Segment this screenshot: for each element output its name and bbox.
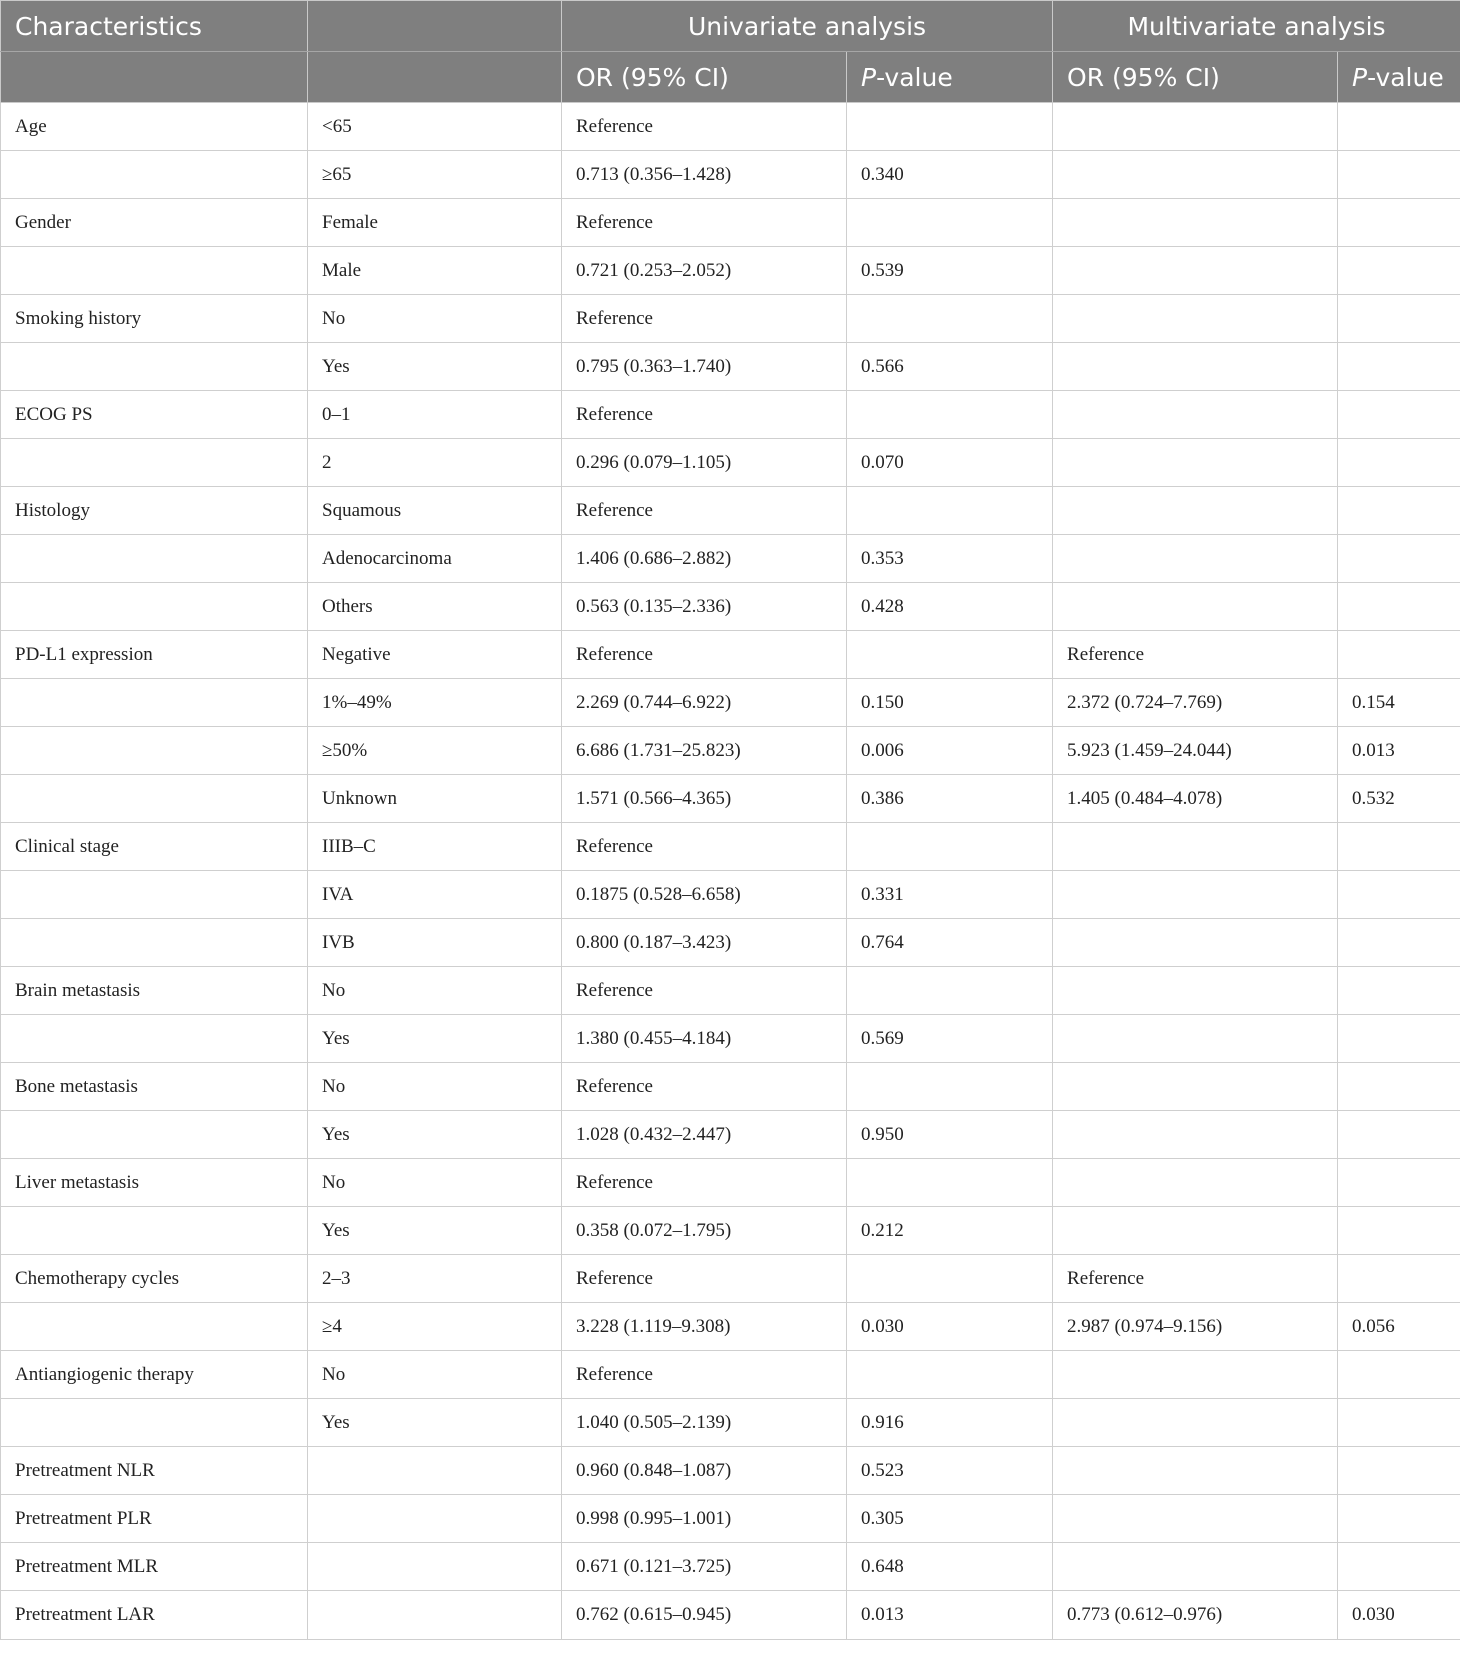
cell-multivariate-p	[1338, 103, 1460, 151]
cell-multivariate-or	[1053, 1447, 1338, 1495]
table-row	[1, 343, 1460, 391]
cell-multivariate-or	[1053, 247, 1338, 295]
table-row	[1, 679, 1460, 727]
cell-multivariate-p	[1338, 535, 1460, 583]
cell-univariate-or: 6.686 (1.731–25.823)	[562, 727, 847, 775]
cell-category: ≥50%	[308, 727, 562, 775]
cell-category: <65	[308, 103, 562, 151]
cell-multivariate-or	[1053, 343, 1338, 391]
cell-univariate-p	[847, 295, 1053, 343]
table-row	[1, 391, 1460, 439]
cell-multivariate-or: Reference	[1053, 1255, 1338, 1303]
cell-multivariate-or	[1053, 583, 1338, 631]
table-row	[1, 583, 1460, 631]
cell-univariate-p: 0.569	[847, 1015, 1053, 1063]
cell-multivariate-p: 0.030	[1338, 1591, 1460, 1640]
cell-multivariate-or	[1053, 1495, 1338, 1543]
header-uni-or: OR (95% CI)	[562, 52, 847, 103]
cell-multivariate-or	[1053, 151, 1338, 199]
cell-multivariate-or	[1053, 439, 1338, 487]
cell-univariate-p	[847, 1351, 1053, 1399]
cell-univariate-or: 0.1875 (0.528–6.658)	[562, 871, 847, 919]
cell-univariate-p: 0.386	[847, 775, 1053, 823]
cell-univariate-or: Reference	[562, 1159, 847, 1207]
cell-univariate-p	[847, 487, 1053, 535]
cell-univariate-p	[847, 1255, 1053, 1303]
cell-category: IVA	[308, 871, 562, 919]
cell-univariate-p: 0.539	[847, 247, 1053, 295]
cell-multivariate-p	[1338, 1111, 1460, 1159]
cell-category: No	[308, 1063, 562, 1111]
cell-multivariate-or	[1053, 871, 1338, 919]
cell-multivariate-or	[1053, 967, 1338, 1015]
cell-univariate-or: 2.269 (0.744–6.922)	[562, 679, 847, 727]
cell-univariate-p	[847, 1063, 1053, 1111]
cell-multivariate-or	[1053, 1015, 1338, 1063]
cell-multivariate-p	[1338, 631, 1460, 679]
cell-category: 1%–49%	[308, 679, 562, 727]
cell-multivariate-p: 0.056	[1338, 1303, 1460, 1351]
cell-univariate-or: 0.998 (0.995–1.001)	[562, 1495, 847, 1543]
cell-category: Yes	[308, 1111, 562, 1159]
cell-characteristic	[1, 439, 308, 487]
table-row	[1, 1495, 1460, 1543]
table-row	[1, 151, 1460, 199]
cell-multivariate-or	[1053, 103, 1338, 151]
cell-characteristic: Smoking history	[1, 295, 308, 343]
cell-multivariate-or	[1053, 391, 1338, 439]
cell-characteristic: Antiangiogenic therapy	[1, 1351, 308, 1399]
cell-multivariate-or: Reference	[1053, 631, 1338, 679]
table-row	[1, 919, 1460, 967]
cell-characteristic: Chemotherapy cycles	[1, 1255, 308, 1303]
cell-multivariate-or	[1053, 1399, 1338, 1447]
table-row	[1, 103, 1460, 151]
table-row	[1, 1543, 1460, 1591]
cell-characteristic	[1, 871, 308, 919]
table-row	[1, 775, 1460, 823]
cell-multivariate-or: 1.405 (0.484–4.078)	[1053, 775, 1338, 823]
cell-multivariate-or: 2.372 (0.724–7.769)	[1053, 679, 1338, 727]
cell-multivariate-p	[1338, 1447, 1460, 1495]
table-row	[1, 1015, 1460, 1063]
cell-multivariate-p	[1338, 391, 1460, 439]
cell-category	[308, 1543, 562, 1591]
cell-characteristic: PD-L1 expression	[1, 631, 308, 679]
cell-univariate-or: 0.671 (0.121–3.725)	[562, 1543, 847, 1591]
cell-univariate-p: 0.331	[847, 871, 1053, 919]
cell-category	[308, 1495, 562, 1543]
cell-multivariate-p	[1338, 295, 1460, 343]
cell-category: Yes	[308, 343, 562, 391]
table-row	[1, 1399, 1460, 1447]
cell-characteristic	[1, 1111, 308, 1159]
cell-univariate-or: 1.571 (0.566–4.365)	[562, 775, 847, 823]
cell-univariate-p	[847, 391, 1053, 439]
cell-multivariate-p	[1338, 1495, 1460, 1543]
cell-characteristic: Pretreatment MLR	[1, 1543, 308, 1591]
cell-characteristic	[1, 583, 308, 631]
cell-multivariate-p: 0.532	[1338, 775, 1460, 823]
cell-characteristic	[1, 679, 308, 727]
cell-univariate-or: Reference	[562, 631, 847, 679]
table-row	[1, 199, 1460, 247]
cell-multivariate-or: 5.923 (1.459–24.044)	[1053, 727, 1338, 775]
cell-univariate-or: 0.800 (0.187–3.423)	[562, 919, 847, 967]
cell-univariate-or: Reference	[562, 1255, 847, 1303]
cell-category: 0–1	[308, 391, 562, 439]
cell-characteristic	[1, 727, 308, 775]
cell-characteristic	[1, 151, 308, 199]
cell-univariate-p	[847, 1159, 1053, 1207]
cell-multivariate-or	[1053, 1111, 1338, 1159]
cell-multivariate-or	[1053, 1207, 1338, 1255]
cell-univariate-p: 0.566	[847, 343, 1053, 391]
cell-univariate-or: 0.563 (0.135–2.336)	[562, 583, 847, 631]
cell-multivariate-p	[1338, 343, 1460, 391]
cell-univariate-p: 0.070	[847, 439, 1053, 487]
cell-category: Squamous	[308, 487, 562, 535]
header-univariate: Univariate analysis	[562, 1, 1053, 52]
table-row	[1, 967, 1460, 1015]
table-row	[1, 1591, 1460, 1640]
cell-category: No	[308, 1351, 562, 1399]
cell-multivariate-p	[1338, 871, 1460, 919]
cell-characteristic	[1, 775, 308, 823]
cell-multivariate-or: 0.773 (0.612–0.976)	[1053, 1591, 1338, 1640]
cell-characteristic: Pretreatment PLR	[1, 1495, 308, 1543]
cell-multivariate-p	[1338, 1543, 1460, 1591]
cell-univariate-or: 0.358 (0.072–1.795)	[562, 1207, 847, 1255]
cell-multivariate-p	[1338, 439, 1460, 487]
cell-multivariate-p	[1338, 1351, 1460, 1399]
cell-multivariate-p: 0.013	[1338, 727, 1460, 775]
cell-characteristic: Pretreatment NLR	[1, 1447, 308, 1495]
cell-characteristic: Pretreatment LAR	[1, 1591, 308, 1640]
cell-univariate-p: 0.428	[847, 583, 1053, 631]
table-row	[1, 727, 1460, 775]
cell-univariate-or: 0.960 (0.848–1.087)	[562, 1447, 847, 1495]
cell-multivariate-or	[1053, 919, 1338, 967]
cell-category: 2	[308, 439, 562, 487]
header-row-groups	[1, 1, 1460, 52]
header-uni-p	[847, 52, 1053, 103]
cell-univariate-p	[847, 199, 1053, 247]
cell-univariate-p	[847, 823, 1053, 871]
cell-multivariate-or	[1053, 1159, 1338, 1207]
table-row	[1, 1255, 1460, 1303]
header-multi-p	[1338, 52, 1460, 103]
cell-univariate-p: 0.523	[847, 1447, 1053, 1495]
cell-univariate-p: 0.013	[847, 1591, 1053, 1640]
cell-multivariate-p	[1338, 1399, 1460, 1447]
header-characteristics: Characteristics	[1, 1, 308, 52]
header-row-subcolumns	[1, 52, 1460, 103]
table-row	[1, 295, 1460, 343]
table-body	[1, 103, 1460, 1640]
p-italic: P	[861, 62, 877, 92]
cell-category: Others	[308, 583, 562, 631]
cell-univariate-p: 0.340	[847, 151, 1053, 199]
cell-univariate-or: 1.406 (0.686–2.882)	[562, 535, 847, 583]
cell-multivariate-p	[1338, 1159, 1460, 1207]
cell-characteristic	[1, 247, 308, 295]
table-row	[1, 1303, 1460, 1351]
cell-category: 2–3	[308, 1255, 562, 1303]
cell-category	[308, 1591, 562, 1640]
cell-multivariate-or	[1053, 535, 1338, 583]
header-category-blank	[308, 1, 562, 52]
cell-multivariate-p	[1338, 151, 1460, 199]
cell-multivariate-or	[1053, 1543, 1338, 1591]
cell-multivariate-or	[1053, 1351, 1338, 1399]
cell-univariate-p: 0.950	[847, 1111, 1053, 1159]
p-italic: P	[1352, 62, 1368, 92]
cell-univariate-or: Reference	[562, 487, 847, 535]
table-row	[1, 1111, 1460, 1159]
p-suffix: -value	[1367, 62, 1444, 92]
cell-multivariate-p	[1338, 1063, 1460, 1111]
cell-multivariate-p	[1338, 583, 1460, 631]
cell-category: Yes	[308, 1399, 562, 1447]
cell-univariate-or: Reference	[562, 1351, 847, 1399]
header-blank-2	[308, 52, 562, 103]
cell-category: Adenocarcinoma	[308, 535, 562, 583]
cell-characteristic: Bone metastasis	[1, 1063, 308, 1111]
cell-univariate-p: 0.212	[847, 1207, 1053, 1255]
table-row	[1, 1063, 1460, 1111]
cell-characteristic: Liver metastasis	[1, 1159, 308, 1207]
cell-multivariate-p	[1338, 199, 1460, 247]
cell-category: Male	[308, 247, 562, 295]
cell-univariate-or: Reference	[562, 295, 847, 343]
cell-category: Negative	[308, 631, 562, 679]
p-suffix: -value	[876, 62, 953, 92]
cell-univariate-p: 0.030	[847, 1303, 1053, 1351]
cell-category: Yes	[308, 1207, 562, 1255]
cell-univariate-or: 1.028 (0.432–2.447)	[562, 1111, 847, 1159]
table-row	[1, 487, 1460, 535]
cell-characteristic: Brain metastasis	[1, 967, 308, 1015]
cell-characteristic	[1, 1207, 308, 1255]
cell-characteristic	[1, 343, 308, 391]
cell-category: ≥4	[308, 1303, 562, 1351]
cell-multivariate-p: 0.154	[1338, 679, 1460, 727]
table-row	[1, 1351, 1460, 1399]
cell-univariate-or: Reference	[562, 199, 847, 247]
cell-multivariate-or: 2.987 (0.974–9.156)	[1053, 1303, 1338, 1351]
cell-category: Female	[308, 199, 562, 247]
cell-univariate-or: Reference	[562, 967, 847, 1015]
cell-univariate-or: Reference	[562, 103, 847, 151]
cell-category: ≥65	[308, 151, 562, 199]
cell-univariate-or: 1.380 (0.455–4.184)	[562, 1015, 847, 1063]
cell-multivariate-p	[1338, 823, 1460, 871]
cell-characteristic: Histology	[1, 487, 308, 535]
header-multi-or: OR (95% CI)	[1053, 52, 1338, 103]
cell-characteristic: ECOG PS	[1, 391, 308, 439]
cell-characteristic: Gender	[1, 199, 308, 247]
cell-univariate-p: 0.648	[847, 1543, 1053, 1591]
cell-characteristic	[1, 1399, 308, 1447]
cell-univariate-p: 0.305	[847, 1495, 1053, 1543]
cell-multivariate-p	[1338, 1255, 1460, 1303]
table-row	[1, 247, 1460, 295]
cell-multivariate-p	[1338, 1207, 1460, 1255]
cell-univariate-or: Reference	[562, 1063, 847, 1111]
header-blank-1	[1, 52, 308, 103]
cell-univariate-or: 3.228 (1.119–9.308)	[562, 1303, 847, 1351]
cell-univariate-p: 0.150	[847, 679, 1053, 727]
cell-univariate-p: 0.764	[847, 919, 1053, 967]
table-row	[1, 1207, 1460, 1255]
cell-multivariate-or	[1053, 199, 1338, 247]
cell-multivariate-or	[1053, 823, 1338, 871]
cell-univariate-or: 1.040 (0.505–2.139)	[562, 1399, 847, 1447]
cell-category: No	[308, 295, 562, 343]
cell-univariate-or: 0.795 (0.363–1.740)	[562, 343, 847, 391]
cell-univariate-p: 0.353	[847, 535, 1053, 583]
header-multivariate: Multivariate analysis	[1053, 1, 1460, 52]
cell-multivariate-p	[1338, 487, 1460, 535]
cell-characteristic	[1, 1303, 308, 1351]
table-row	[1, 1447, 1460, 1495]
table-row	[1, 823, 1460, 871]
cell-univariate-p: 0.006	[847, 727, 1053, 775]
cell-category: Yes	[308, 1015, 562, 1063]
cell-characteristic	[1, 1015, 308, 1063]
table-header	[1, 1, 1460, 103]
cell-multivariate-p	[1338, 247, 1460, 295]
cell-univariate-or: Reference	[562, 823, 847, 871]
table-row	[1, 1159, 1460, 1207]
cell-characteristic	[1, 535, 308, 583]
cell-univariate-or: 0.296 (0.079–1.105)	[562, 439, 847, 487]
cell-category: IVB	[308, 919, 562, 967]
table-row	[1, 871, 1460, 919]
cell-multivariate-p	[1338, 1015, 1460, 1063]
cell-multivariate-p	[1338, 967, 1460, 1015]
cell-univariate-or: 0.762 (0.615–0.945)	[562, 1591, 847, 1640]
cell-multivariate-or	[1053, 487, 1338, 535]
cell-characteristic: Clinical stage	[1, 823, 308, 871]
cell-univariate-or: Reference	[562, 391, 847, 439]
cell-category: IIIB–C	[308, 823, 562, 871]
cell-univariate-p	[847, 967, 1053, 1015]
cell-multivariate-p	[1338, 919, 1460, 967]
cell-category	[308, 1447, 562, 1495]
table-row	[1, 535, 1460, 583]
cell-multivariate-or	[1053, 295, 1338, 343]
cell-univariate-or: 0.721 (0.253–2.052)	[562, 247, 847, 295]
cell-characteristic	[1, 919, 308, 967]
table-row	[1, 439, 1460, 487]
cell-univariate-p	[847, 103, 1053, 151]
cell-multivariate-or	[1053, 1063, 1338, 1111]
table-row	[1, 631, 1460, 679]
cell-univariate-p	[847, 631, 1053, 679]
cell-univariate-or: 0.713 (0.356–1.428)	[562, 151, 847, 199]
cell-category: Unknown	[308, 775, 562, 823]
cell-category: No	[308, 967, 562, 1015]
cell-category: No	[308, 1159, 562, 1207]
cell-characteristic: Age	[1, 103, 308, 151]
cell-univariate-p: 0.916	[847, 1399, 1053, 1447]
